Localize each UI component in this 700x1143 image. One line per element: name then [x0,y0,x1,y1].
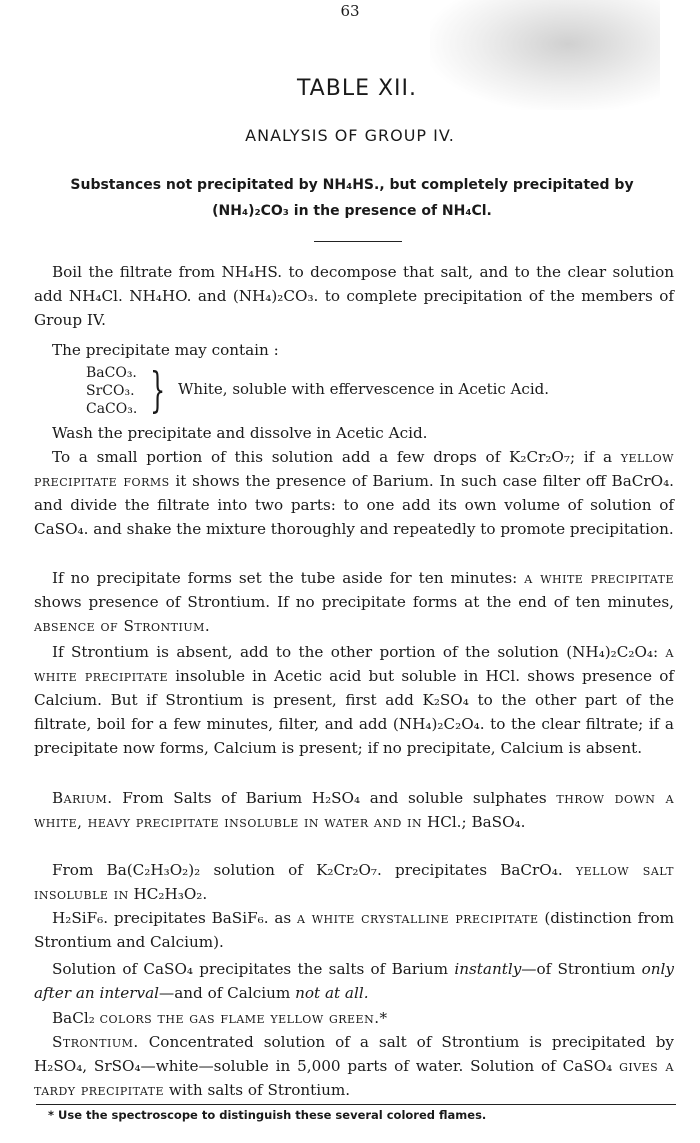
footnote-divider [36,1104,676,1105]
formula-caco3: CaCO₃. [86,401,138,417]
paragraph-wash: Wash the precipitate and dissolve in Acetic Acid. [52,424,428,442]
text-segment: with salts of Strontium. [164,1081,351,1099]
italic-text: not at all. [295,984,369,1002]
small-caps-text: a white crystalline precipitate [296,909,539,927]
small-caps-text: yellow salt insoluble in [34,861,675,903]
small-caps-text: yellow precipitate forms [34,448,674,490]
carbonates-group [86,364,646,420]
paragraph-h2sif6 [34,906,674,954]
paragraph-no-precipitate [34,566,674,638]
text-segment: HCl.; BaSO₄. [422,813,526,831]
text-segment: Solution of CaSO₄ precipitates the salts of Barium [52,960,455,978]
text-segment: it shows the presence of Barium. In such case filter off BaCrO₄. and divide the filtrate into two parts: to one add its own volume of solution of CaSO₄. and shake the mixture thoroughly and repeatedly to promote precipitation. [34,472,674,538]
section-subtitle: ANALYSIS OF GROUP IV. [245,126,455,145]
small-caps-text: throw down a white, heavy precipitate insoluble in water and in [34,789,675,831]
footnote-marker: * [379,1009,388,1027]
text-segment: HC₂H₃O₂. [128,885,208,903]
divider [314,241,402,242]
text-segment: Concentrated solution of a salt of Strontium is precipitated by H₂SO₄, SrSO₄—white—soluble in 5,000 parts of water. Solution of CaSO₄ [34,1033,674,1075]
text-segment: From Salts of Barium H₂SO₄ and soluble sulphates [112,789,557,807]
page-title: TABLE XII. [296,76,418,101]
paragraph-strontium-absent [34,640,674,760]
text-segment: shows presence of Strontium. If no precipitate forms at the end of ten minutes, [34,593,674,611]
page-number: 63 [340,2,360,20]
paragraph-bacl2 [34,1006,674,1030]
paragraph-small-portion [34,445,674,541]
paragraph-caso4 [34,957,674,1005]
paragraph-strontium [34,1030,674,1102]
paragraph-boil: Boil the filtrate from NH₄HS. to decompose that salt, and to the clear solution add NH₄Cl. NH₄HO. and (NH₄)₂CO₃. to complete precipitation of the members of Group IV. [34,263,674,329]
paragraph-from-acetate [34,858,674,906]
small-caps-text: colors the gas flame yellow green. [99,1009,380,1027]
small-caps-text: Strontium. [52,1033,139,1051]
text-segment: —and of Calcium [159,984,296,1002]
text-segment: BaCl₂ [52,1009,100,1027]
brace-glyph: } [150,362,166,418]
text-segment: H₂SiF₆. precipitates BaSiF₆. as [52,909,297,927]
formula-baco3: BaCO₃. [86,365,137,381]
small-caps-text: Barium. [52,789,113,807]
formula-srco3: SrCO₃. [86,383,135,399]
small-caps-text: absence of Strontium. [34,617,211,635]
small-caps-text: a white precipitate [34,643,674,685]
paragraph-may-contain: The precipitate may contain : [52,341,279,359]
small-caps-text: gives a tardy precipitate [34,1057,674,1099]
text-segment: If Strontium is absent, add to the other portion of the solution (NH₄)₂C₂O₄: [52,643,666,661]
carbonates-note: White, soluble with effervescence in Acetic Acid. [178,380,549,398]
text-segment: From Ba(C₂H₃O₂)₂ solution of K₂Cr₂O₇. precipitates BaCrO₄. [52,861,576,879]
text-segment: To a small portion of this solution add a few drops of K₂Cr₂O₇; if a [52,448,621,466]
text-segment: (distinction from Strontium and Calcium). [34,909,674,951]
paragraph-barium [34,786,674,834]
small-caps-text: a white precipitate [524,569,674,587]
footnote: * Use the spectroscope to distinguish these several colored flames. [48,1108,487,1122]
text-segment: —of Strontium [521,960,642,978]
text-segment: If no precipitate forms set the tube aside for ten minutes: [52,569,525,587]
text-segment: insoluble in Acetic acid but soluble in HCl. shows presence of Calcium. But if Strontium is present, first add K₂SO₄ to the other part of the filtrate, boil for a few minutes, filter, and add (NH₄)₂C₂O₄. to the clear filtrate; if a precipitate now forms, Calcium is present; if no precipitate, Calcium is absent. [34,667,674,757]
italic-text: only after an interval [34,960,674,1002]
italic-text: instantly [454,960,522,978]
intro-statement: Substances not precipitated by NH₄HS., but completely precipitated by (NH₄)₂CO₃ in the presence of NH₄Cl. [70,177,634,219]
